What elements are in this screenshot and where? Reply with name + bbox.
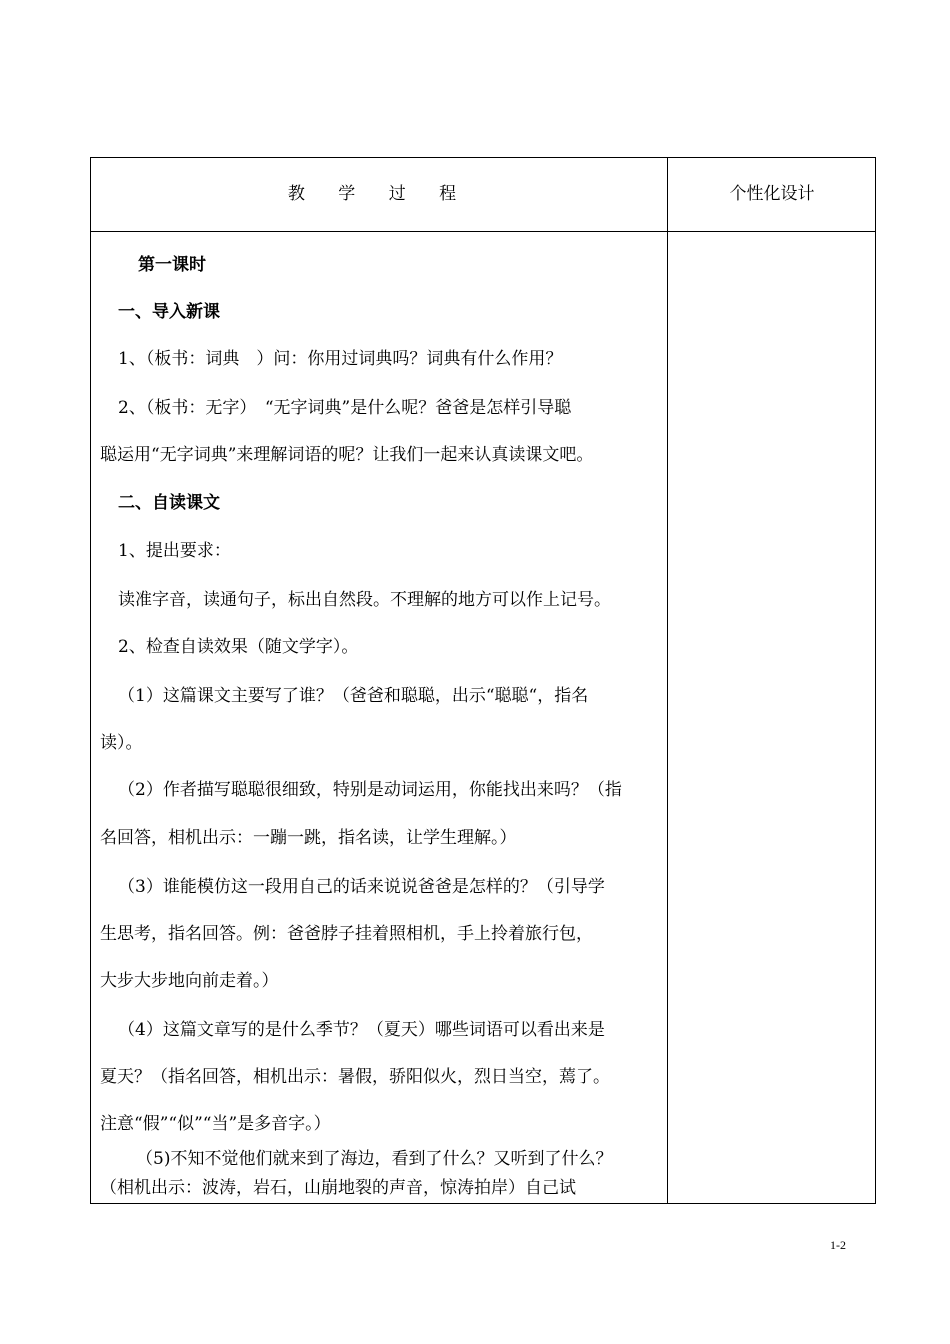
column-divider (667, 158, 668, 1203)
paragraph-line: 读）。 (100, 733, 143, 753)
paragraph-line: 注意“假”“似”“当”是多音字。） (100, 1114, 331, 1134)
lesson-title: 第一课时 (138, 255, 206, 275)
paragraph-line: （2）作者描写聪聪很细致，特别是动词运用，你能找出来吗？（指 (118, 780, 622, 800)
header-divider (91, 231, 875, 232)
paragraph-line: （5)不知不觉他们就来到了海边，看到了什么？又听到了什么？ (136, 1149, 613, 1169)
header-personalized-design: 个性化设计 (729, 184, 815, 204)
paragraph-line: （1）这篇课文主要写了谁？（爸爸和聪聪，出示“聪聪“，指名 (118, 686, 589, 706)
paragraph-line: （4）这篇文章写的是什么季节？（夏天）哪些词语可以看出来是 (118, 1020, 605, 1040)
paragraph-line: 名回答，相机出示：一蹦一跳，指名读，让学生理解。） (100, 828, 517, 848)
paragraph-line: 1、提出要求： (118, 541, 231, 561)
paragraph-line: 2、检查自读效果（随文学字）。 (118, 637, 359, 657)
section-heading: 二、自读课文 (118, 493, 220, 513)
paragraph-line: 读准字音，读通句子，标出自然段。不理解的地方可以作上记号。 (118, 590, 611, 610)
header-teaching-process: 教 学 过 程 (287, 184, 471, 204)
paragraph-line: 大步大步地向前走着。） (100, 971, 279, 991)
paragraph-line: 生思考，指名回答。例：爸爸脖子挂着照相机，手上拎着旅行包， (100, 924, 593, 944)
paragraph-line: 1、（板书：词典 ）问：你用过词典吗？词典有什么作用？ (118, 349, 563, 369)
paragraph-line: 夏天？（指名回答，相机出示：暑假，骄阳似火，烈日当空，蔫了。 (100, 1067, 610, 1087)
paragraph-line: 聪运用“无字词典”来理解词语的呢？让我们一起来认真读课文吧。 (100, 445, 594, 465)
paragraph-line: 2、（板书：无字） “无字词典”是什么呢？爸爸是怎样引导聪 (118, 398, 572, 418)
paragraph-line: （相机出示：波涛，岩石，山崩地裂的声音，惊涛拍岸）自己试 (100, 1178, 576, 1198)
paragraph-line: （3）谁能模仿这一段用自己的话来说说爸爸是怎样的？（引导学 (118, 877, 605, 897)
section-heading: 一、导入新课 (118, 302, 220, 322)
page-number: 1-2 (830, 1238, 846, 1252)
